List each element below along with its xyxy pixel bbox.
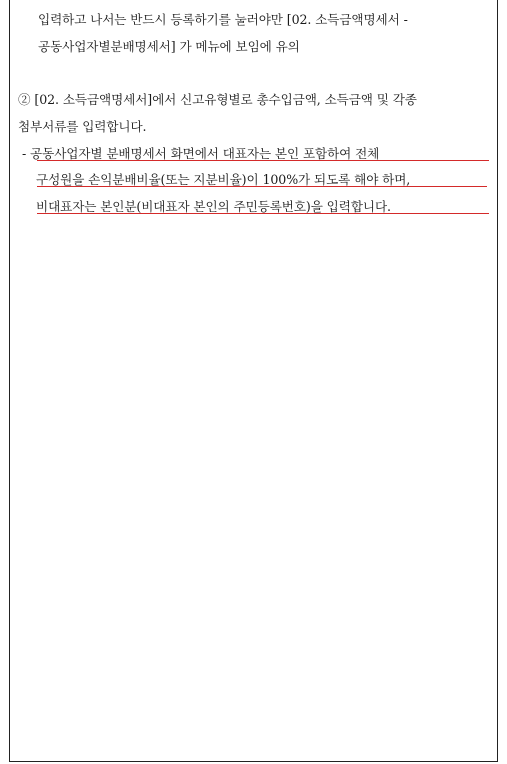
text-line: - 공동사업자별 분배명세서 화면에서 대표자는 본인 포함하여 전체 [22,146,380,161]
text-line: 첨부서류를 입력합니다. [18,119,147,134]
document-page [9,0,498,762]
text-line: 비대표자는 본인분(비대표자 본인의 주민등록번호)을 입력합니다. [36,199,391,214]
text-line: 입력하고 나서는 반드시 등록하기를 눌러야만 [02. 소득금액명세서 - [38,12,408,27]
red-underline [37,213,489,214]
text-line: 구성원을 손익분배비율(또는 지분비율)이 100%가 되도록 해야 하며, [36,172,411,187]
red-underline [37,160,489,161]
red-underline [37,186,487,187]
text-line: ② [02. 소득금액명세서]에서 신고유형별로 총수입금액, 소득금액 및 각종 [18,92,417,107]
text-line: 공동사업자별분배명세서] 가 메뉴에 보임에 유의 [38,39,300,54]
